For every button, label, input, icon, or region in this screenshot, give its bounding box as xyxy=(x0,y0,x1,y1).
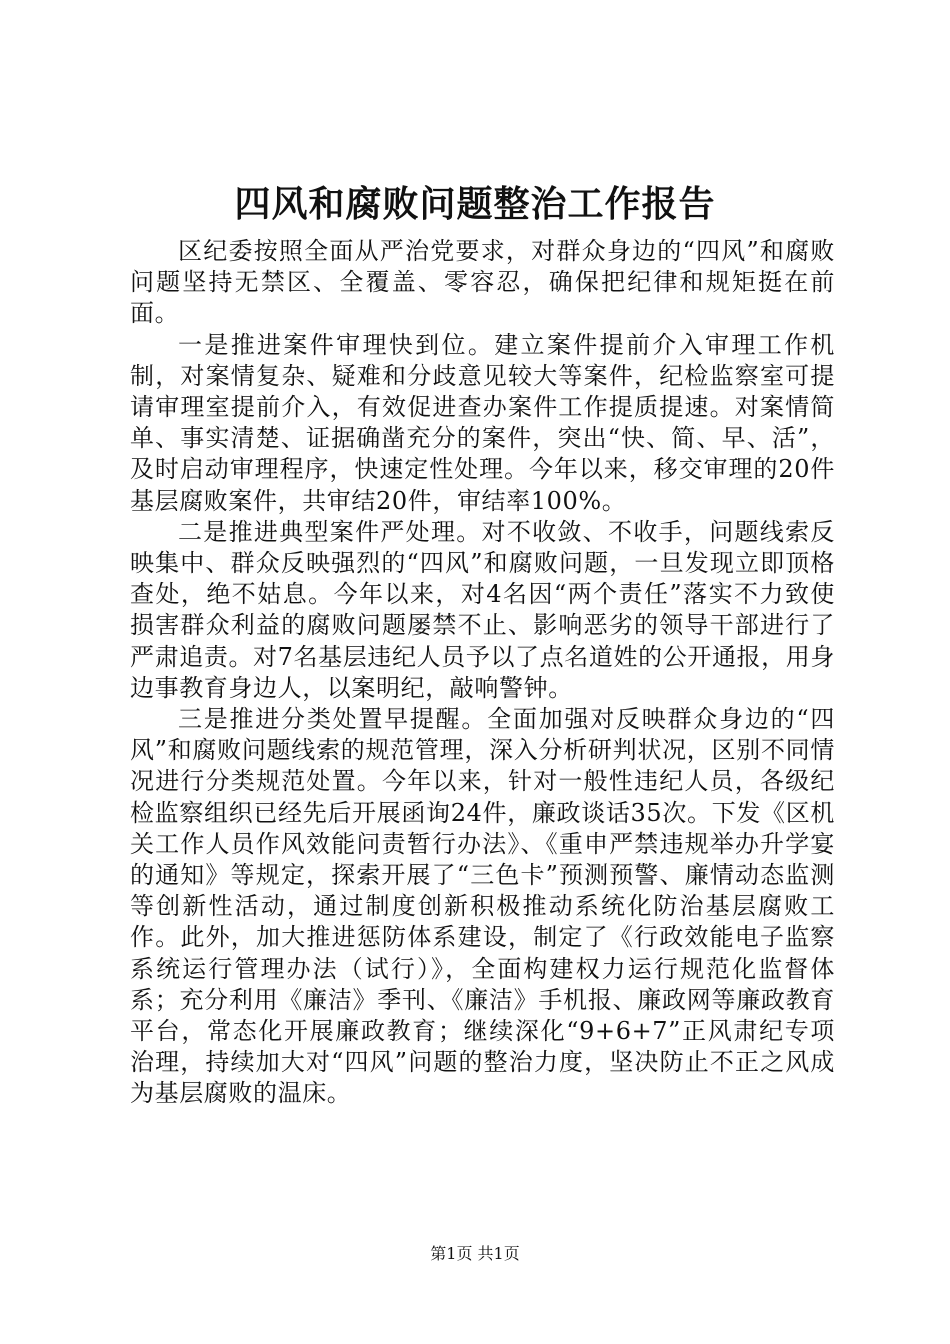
paragraph-case-review: 一是推进案件审理快到位。建立案件提前介入审理工作机制，对案情复杂、疑难和分歧意见较大等案件，纪检监察室可提请审理室提前介入，有效促进查办案件工作提质提速。对案情简单、事实清楚、证据确凿充分的案件，突出“快、简、早、活”，及时启动审理程序，快速定性处理。今年以来，移交审理的20件基层腐败案件，共审结20件，审结率100%。 xyxy=(130,330,835,515)
paragraph-intro: 区纪委按照全面从严治党要求，对群众身边的“四风”和腐败问题坚持无禁区、全覆盖、零容忍，确保把纪律和规矩挺在前面。 xyxy=(130,237,835,328)
page-footer: 第1页 共1页 xyxy=(430,1244,520,1263)
paragraph-typical-cases: 二是推进典型案件严处理。对不收敛、不收手，问题线索反映集中、群众反映强烈的“四风”和腐败问题，一旦发现立即顶格查处，绝不姑息。今年以来，对4名因“两个责任”落实不力致使损害群众利益的腐败问题屡禁不止、影响恶劣的领导干部进行了严肃追责。对7名基层违纪人员予以了点名道姓的公开通报，用身边事教育身边人，以案明纪，敲响警钟。 xyxy=(130,517,835,702)
document-body xyxy=(130,236,835,1110)
paragraph-classified-handling: 三是推进分类处置早提醒。全面加强对反映群众身边的“四风”和腐败问题线索的规范管理，深入分析研判状况，区别不同情况进行分类规范处置。今年以来，针对一般性违纪人员，各级纪检监察组织已经先后开展函询24件，廉政谈话35次。下发《区机关工作人员作风效能问责暂行办法》、《重申严禁违规举办升学宴的通知》等规定，探索开展了“三色卡”预测预警、廉情动态监测等创新性活动，通过制度创新积极推动系统化防治基层腐败工作。此外，加大推进惩防体系建设，制定了《行政效能电子监察系统运行管理办法（试行）》，全面构建权力运行规范化监督体系；充分利用《廉洁》季刊、《廉洁》手机报、廉政网等廉政教育平台，常态化开展廉政教育；继续深化“9+6+7”正风肃纪专项治理，持续加大对“四风”问题的整治力度，坚决防止不正之风成为基层腐败的温床。 xyxy=(130,705,835,1108)
document-title: 四风和腐败问题整治工作报告 xyxy=(234,183,716,225)
